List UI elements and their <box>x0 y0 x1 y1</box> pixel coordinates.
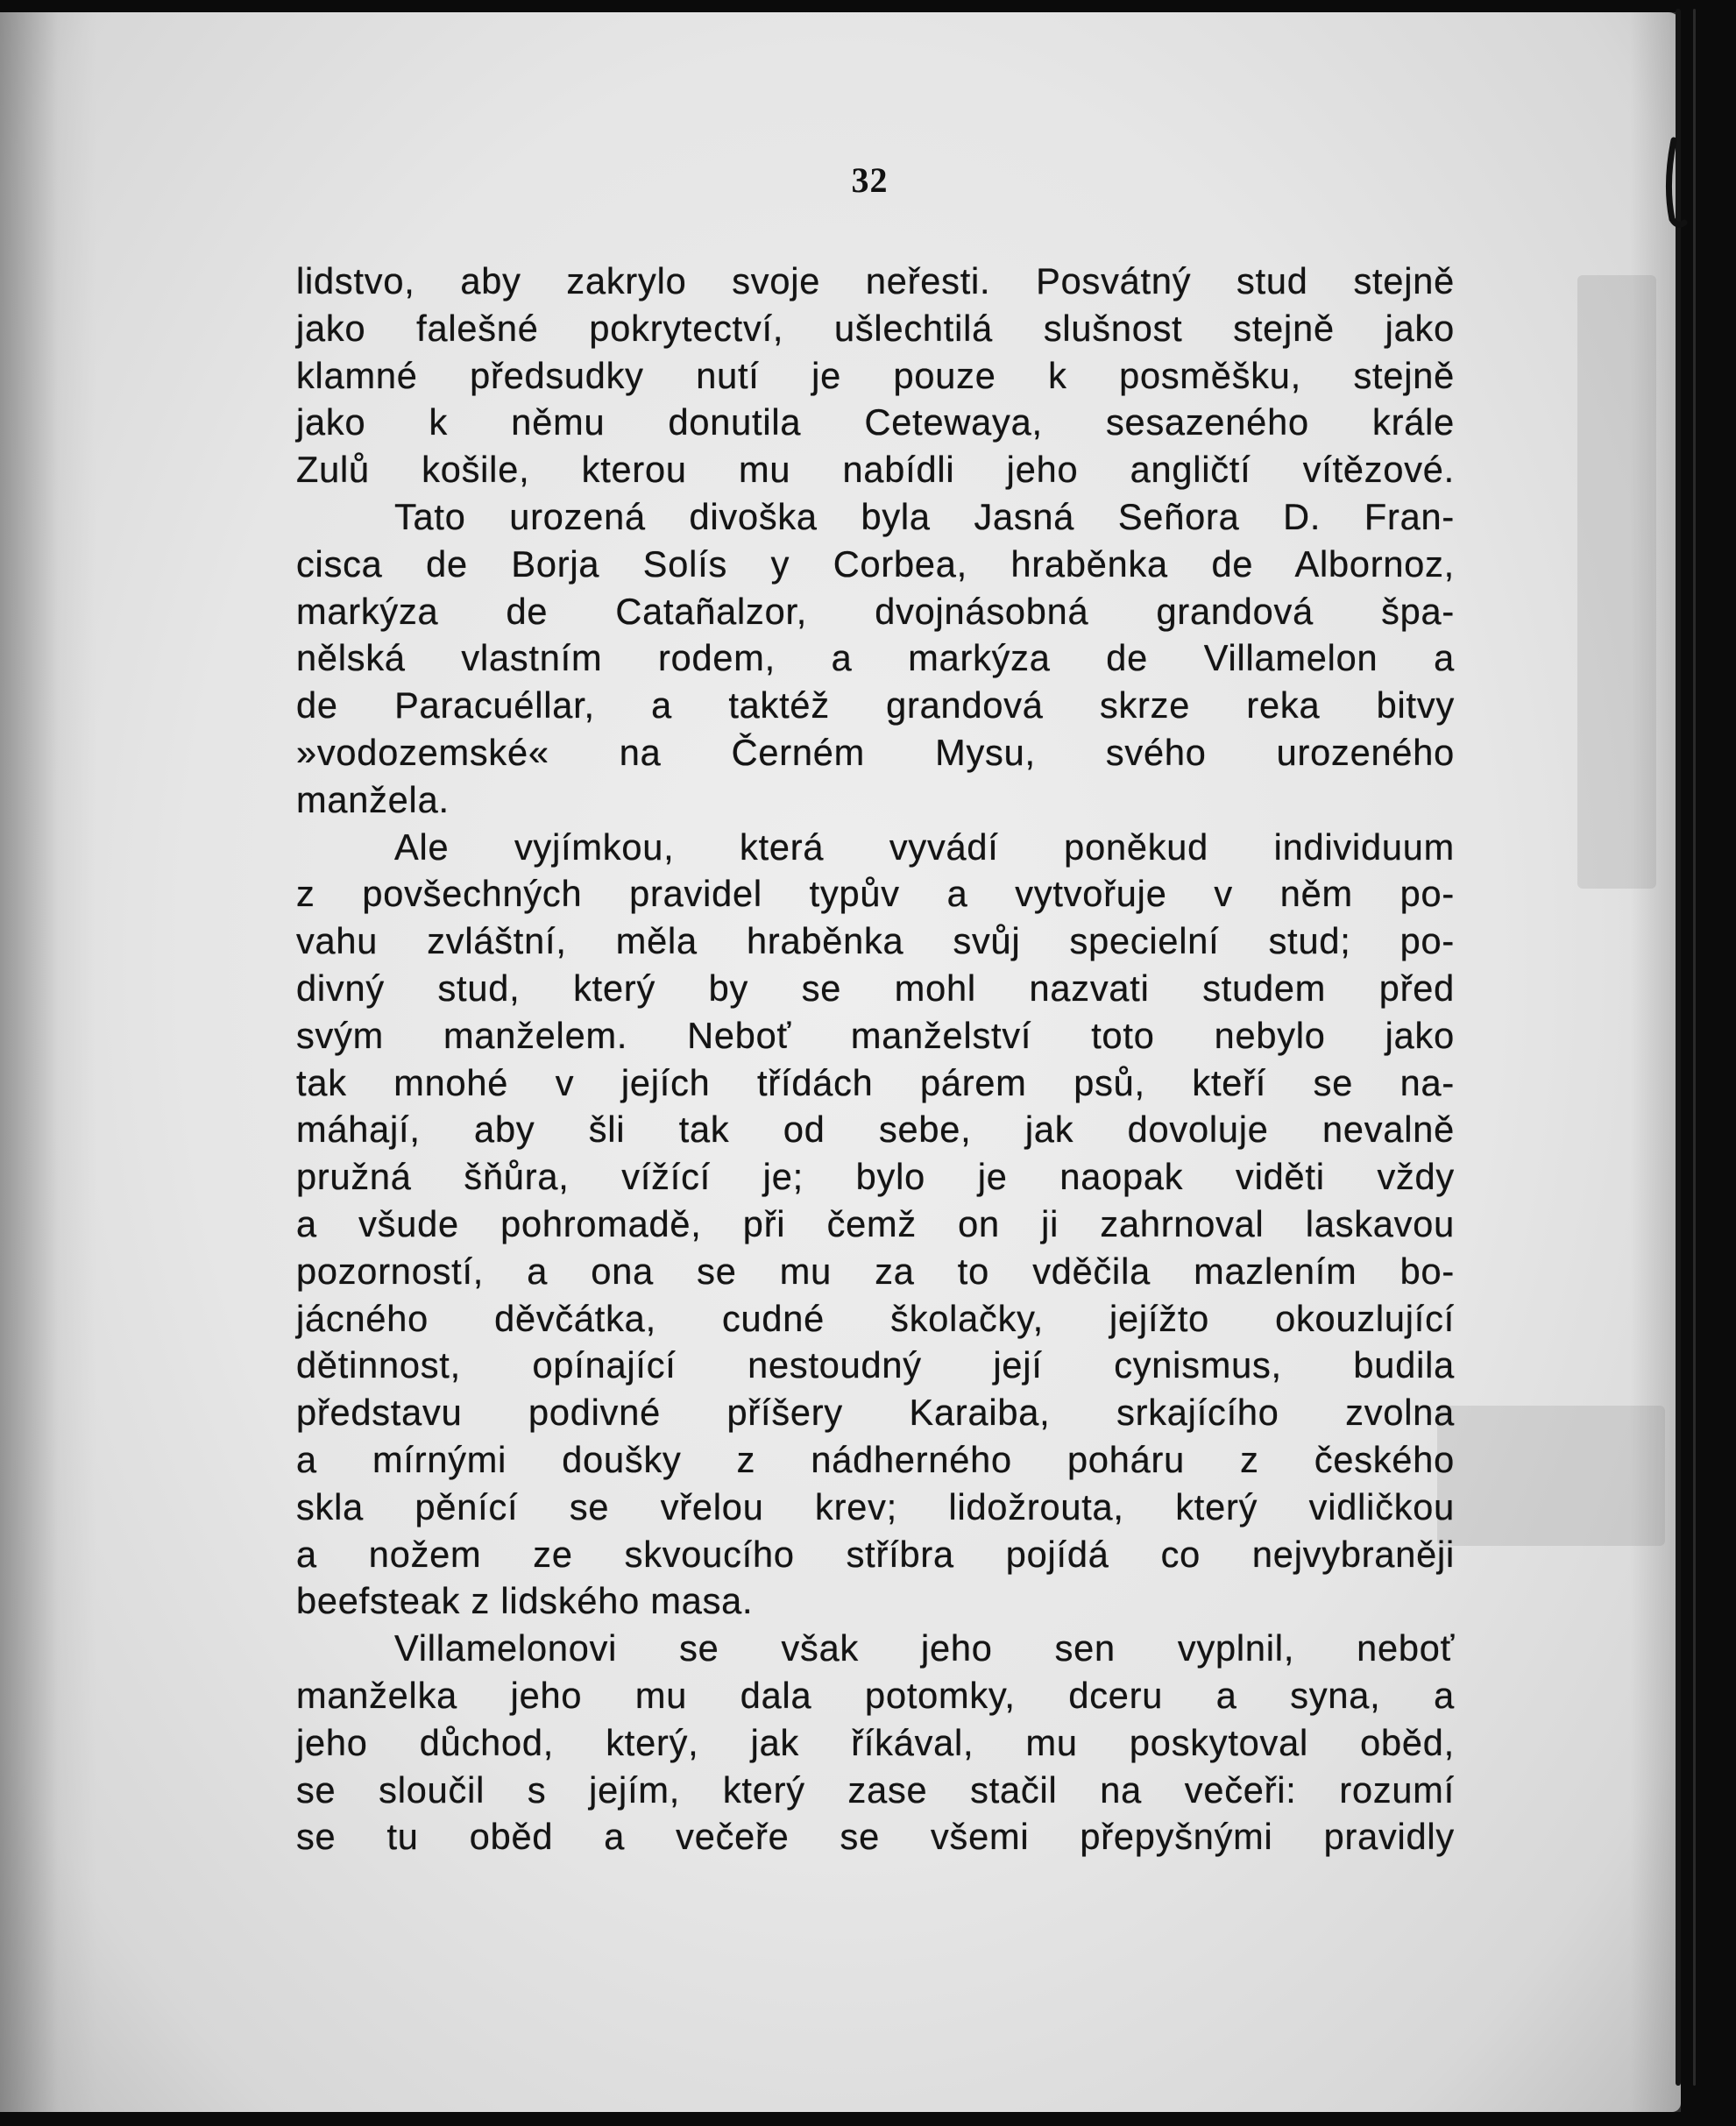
binding-gutter-line <box>1693 9 1696 2086</box>
text-line: pozorností, a ona se mu za to vděčila mazlením bo- <box>296 1250 1455 1292</box>
text-line: beefsteak z lidského masa. <box>296 1580 754 1622</box>
text-line: Ale vyjímkou, která vyvádí poněkud individuum <box>394 826 1455 868</box>
text-line: cisca de Borja Solís y Corbea, hraběnka de Albornoz, <box>296 542 1455 585</box>
page-curl-mark <box>1647 131 1700 237</box>
text-line: de Paracuéllar, a taktéž grandová skrze reka bitvy <box>296 684 1455 726</box>
text-line: skla pěnící se vřelou krev; lidožrouta, který vidličkou <box>296 1485 1455 1527</box>
text-line: Villamelonovi se však jeho sen vyplnil, neboť <box>394 1627 1455 1669</box>
text-line: markýza de Catañalzor, dvojnásobná grandová špa- <box>296 590 1455 632</box>
text-line: z povšechných pravidel typův a vytvořuje v něm po- <box>296 873 1455 915</box>
text-line: představu podivné příšery Karaiba, srkajícího zvolna <box>296 1392 1455 1434</box>
text-line: jako k němu donutila Cetewaya, sesazeného krále <box>296 401 1455 443</box>
text-line: nělská vlastním rodem, a markýza de Villamelon a <box>296 637 1455 679</box>
paper-smudge <box>1577 275 1656 889</box>
text-line: jácného děvčátka, cudné školačky, jejížto okouzlující <box>296 1297 1455 1339</box>
text-line: se sloučil s jejím, který zase stačil na večeři: rozumí <box>296 1768 1455 1811</box>
text-line: klamné předsudky nutí je pouze k posměšku, stejně <box>296 354 1455 396</box>
text-line: »vodozemské« na Černém Mysu, svého urozeného <box>296 731 1455 773</box>
page-number: 32 <box>851 160 889 200</box>
text-line: Tato urozená divoška byla Jasná Señora D. Fran- <box>394 495 1455 537</box>
text-line: svým manželem. Neboť manželství toto nebylo jako <box>296 1014 1455 1056</box>
text-line: a nožem ze skvoucího stříbra pojídá co nejvybraněji <box>296 1533 1455 1575</box>
binding-gutter-line <box>1676 9 1681 2086</box>
text-line: dětinnost, opínající nestoudný její cynismus, budila <box>296 1344 1455 1386</box>
book-page <box>0 12 1681 2112</box>
text-line: a mírnými doušky z nádherného poháru z českého <box>296 1438 1455 1480</box>
text-line: pružná šňůra, vížící je; bylo je naopak viděti vždy <box>296 1156 1455 1198</box>
page-left-shadow <box>0 12 96 2112</box>
text-line: vahu zvláštní, měla hraběnka svůj specielní stud; po- <box>296 920 1455 962</box>
text-line: divný stud, který by se mohl nazvati studem před <box>296 967 1455 1009</box>
text-line: manželka jeho mu dala potomky, dceru a syna, a <box>296 1674 1455 1716</box>
text-line: se tu oběd a večeře se všemi přepyšnými pravidly <box>296 1816 1455 1858</box>
text-line: lidstvo, aby zakrylo svoje neřesti. Posvátný stud stejně <box>296 260 1455 301</box>
text-line: manžela. <box>296 778 450 820</box>
text-line: tak mnohé v jejích třídách párem psů, kteří se na- <box>296 1061 1455 1103</box>
text-line: jako falešné pokrytectví, ušlechtilá slušnost stejně jako <box>296 307 1455 349</box>
paper-smudge <box>1437 1406 1665 1546</box>
text-line: Zulů košile, kterou mu nabídli jeho angličtí vítězové. <box>296 449 1455 491</box>
text-line: máhají, aby šli tak od sebe, jak dovoluje nevalně <box>296 1109 1455 1151</box>
body-text <box>296 258 1455 1860</box>
text-line: a všude pohromadě, při čemž on ji zahrnoval laskavou <box>296 1202 1455 1244</box>
text-line: jeho důchod, který, jak říkával, mu poskytoval oběd, <box>296 1721 1455 1763</box>
